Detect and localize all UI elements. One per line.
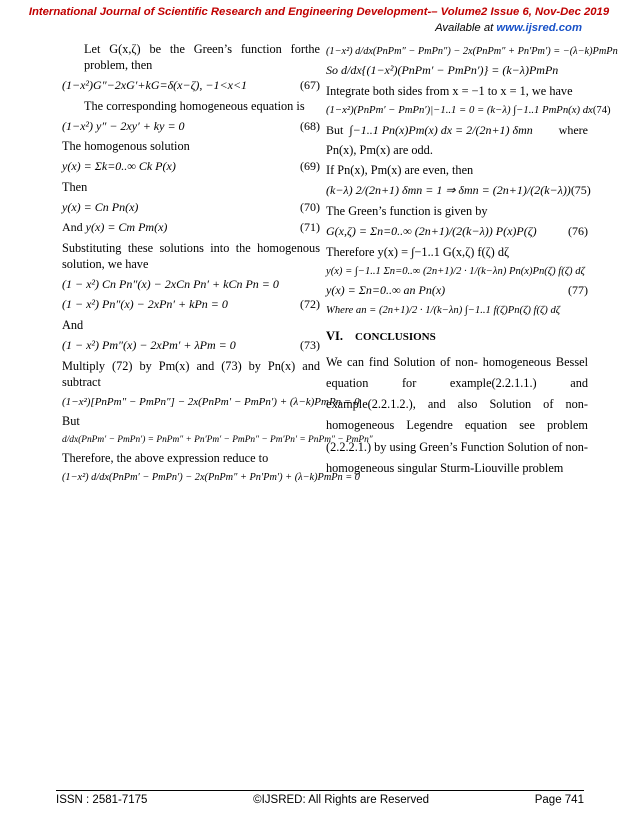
equation-77	[326, 283, 588, 299]
equation-number: (72)	[300, 297, 320, 312]
equation-expression: d/dx(PnPm′ − PmPn′) = PnPm″ + Pn′Pm′ − PmPn″ − Pm′Pn′ = PnPm″ − PmPn″	[62, 434, 373, 445]
equation-expression: So d/dx{(1−x²)(PnPm′ − PmPn′)} = (k−λ)PmPn	[326, 63, 559, 78]
equation-expression: (1−x²)(PnPm′ − PmPn′)|−1..1 = 0 = (k−λ) ∫−1..1 PmPn(x) dx	[326, 103, 593, 116]
equation-expression: ∫−1..1 Pn(x)Pm(x) dx = 2/(2n+1) δmn	[349, 122, 533, 137]
equation-coefficient	[326, 304, 588, 318]
equation-expression: (1−x²)[PnPm″ − PmPn″] − 2x(PnPm′ − PmPn′) + (λ−k)PmPn = 0	[62, 395, 360, 408]
journal-website-link[interactable]: www.ijsred.com	[496, 22, 582, 34]
paragraph: If Pn(x), Pm(x) are even, then	[326, 163, 474, 178]
equation-derivative	[62, 434, 373, 446]
paragraph: The corresponding homogeneous equation is	[84, 98, 305, 113]
equation-76	[326, 224, 588, 240]
equation-number: (67)	[300, 77, 320, 92]
right-column	[326, 42, 618, 483]
equation-expression: y(x) = Cn Pn(x)	[62, 199, 139, 214]
page-footer	[56, 794, 584, 806]
equation-expression: (1−x²) y″ − 2xy′ + ky = 0	[62, 118, 185, 133]
equation-number: (77)	[568, 283, 588, 298]
equation-68	[62, 119, 320, 135]
equation-69	[62, 159, 320, 175]
paragraph: Pn(x), Pm(x) are odd.	[326, 143, 433, 158]
equation-67	[62, 78, 320, 94]
equation-expression: (1−x²) d/dx(PnPm′ − PmPn′) − 2x(PnPm″ + Pn′Pm′) + (λ−k)PmPn = 0	[62, 472, 360, 484]
availability-line	[435, 22, 582, 34]
section-number: VI.	[326, 328, 344, 343]
equation-number: (69)	[300, 159, 320, 174]
equation-rearranged	[326, 45, 618, 58]
footer-copyright: ©IJSRED: All Rights are Reserved	[253, 794, 430, 806]
paragraph: Then	[62, 179, 88, 194]
paragraph: But	[62, 413, 80, 428]
equation-number: (68)	[300, 118, 320, 133]
equation-74	[326, 103, 611, 118]
section-title: CONCLUSIONS	[355, 330, 436, 343]
equation-prefix: And	[62, 220, 83, 235]
equation-self-adjoint	[326, 63, 588, 79]
equation-expression: (k−λ) 2/(2n+1) δmn = 1 ⇒ δmn = (2n+1)/(2(k−λ))	[326, 183, 571, 198]
equation-expression: (1 − x²) Pm″(x) − 2xPm′ + λPm = 0	[62, 338, 236, 353]
paragraph: Multiply (72) by Pm(x) and (73) by Pn(x) and subtract	[62, 358, 320, 389]
equation-orthogonality	[326, 123, 588, 139]
paragraph: Let G(x,ζ) be the Green’s function forthe problem, then	[84, 42, 320, 72]
paragraph: Substituting these solutions into the homogenous solution, we have	[62, 240, 320, 271]
paragraph: Therefore y(x) = ∫−1..1 G(x,ζ) f(ζ) dζ	[326, 244, 510, 259]
equation-subtract	[62, 395, 360, 409]
equation-70	[62, 200, 320, 216]
paragraph: The Green’s function is given by	[326, 204, 488, 219]
paragraph: The homogenous solution	[62, 139, 190, 154]
equation-number: (73)	[300, 338, 320, 353]
equation-number: (75)	[570, 183, 591, 198]
equation-expression: (1−x²) d/dx(PnPm″ − PmPn″) − 2x(PnPm″ + Pn′Pm′) = −(λ−k)PmPn	[326, 46, 618, 57]
conclusion-paragraph: We can find Solution of non- homogeneous Bessel equation for example(2.2.1.1.) and example(2.2.1.2.), and also Solution of non-homogeneous Legendre equation see problem (2.2.2.1.) by using Green’s Function Solution of non-homogeneous singular Sturm-Liouville problem	[326, 355, 588, 475]
equation-71	[62, 220, 320, 236]
paragraph: And	[62, 318, 84, 333]
equation-expression: y(x) = ∫−1..1 Σn=0..∞ (2n+1)/2 · 1/(k−λn) Pn(x)Pn(ζ) f(ζ) dζ	[326, 265, 585, 277]
available-prefix: Available at	[435, 22, 497, 34]
equation-number: (76)	[568, 224, 588, 238]
equation-expression: y(x) = Σn=0..∞ an Pn(x)	[326, 283, 446, 298]
equation-72	[62, 297, 320, 313]
equation-reduced	[62, 471, 360, 484]
paragraph: Integrate both sides from x = −1 to x = 1, we have	[326, 83, 573, 98]
footer-page-number: Page 741	[534, 794, 584, 806]
equation-suffix: where	[558, 122, 588, 137]
equation-expression: (1−x²)G″−2xG′+kG=δ(x−ζ), −1<x<1	[62, 77, 248, 92]
footer-divider	[56, 790, 584, 791]
equation-expression: (1 − x²) Pn″(x) − 2xPn′ + kPn = 0	[62, 297, 228, 312]
paragraph: Therefore, the above expression reduce to	[62, 451, 269, 466]
equation-solution-integral	[326, 265, 588, 279]
equation-expression: y(x) = Σk=0..∞ Ck P(x)	[62, 159, 176, 174]
equation-73	[62, 338, 320, 354]
equation-expression: y(x) = Cm Pm(x)	[85, 220, 168, 235]
equation-substitution	[62, 277, 320, 293]
section-heading	[326, 328, 588, 344]
equation-number: (70)	[300, 199, 320, 214]
equation-75	[326, 183, 591, 199]
equation-expression: (1 − x²) Cn Pn″(x) − 2xCn Pn′ + kCn Pn = 0	[62, 276, 279, 291]
equation-expression: Where an = (2n+1)/2 · 1/(k−λn) ∫−1..1 f(ζ)Pn(ζ) f(ζ) dζ	[326, 304, 561, 316]
journal-header: International Journal of Scientific Research and Engineering Development-– Volume2 Issue 6, Nov-Dec 2019	[28, 6, 610, 18]
equation-number: (74)	[592, 103, 611, 116]
equation-prefix: But	[326, 122, 344, 137]
footer-issn: ISSN : 2581-7175	[56, 794, 148, 806]
equation-number: (71)	[300, 220, 320, 235]
equation-expression: G(x,ζ) = Σn=0..∞ (2n+1)/(2(k−λ)) P(x)P(ζ)	[326, 224, 537, 238]
